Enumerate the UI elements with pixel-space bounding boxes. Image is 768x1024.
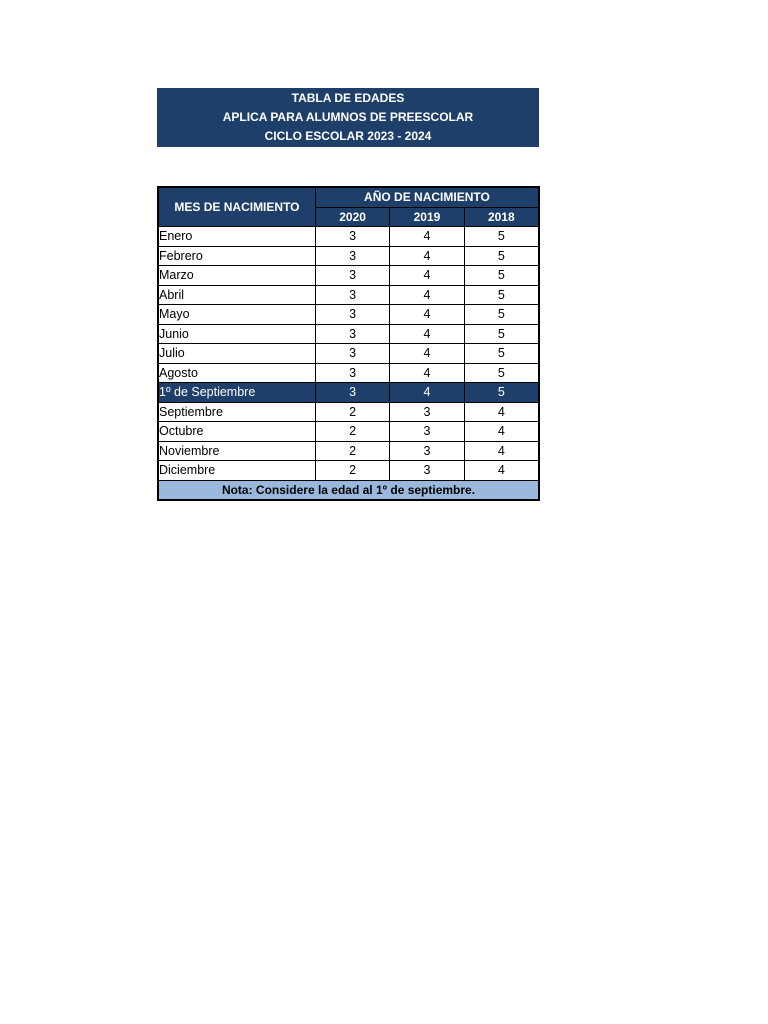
- note-row: [158, 480, 539, 500]
- age-cell: 4: [464, 461, 539, 481]
- age-cell: 2: [315, 461, 389, 481]
- age-cell: 4: [464, 402, 539, 422]
- age-cell: 5: [464, 363, 539, 383]
- month-cell: Abril: [158, 285, 315, 305]
- age-table: [157, 186, 540, 501]
- year-group-header: AÑO DE NACIMIENTO: [315, 187, 539, 207]
- age-cell: 3: [315, 344, 389, 364]
- note-text: Nota: Considere la edad al 1º de septiembre.: [158, 480, 539, 500]
- age-cell: 5: [464, 383, 539, 403]
- age-cell: 3: [315, 305, 389, 325]
- table-row: [158, 227, 539, 247]
- age-cell: 3: [390, 441, 464, 461]
- table-row: [158, 266, 539, 286]
- age-cell: 2: [315, 422, 389, 442]
- month-header: MES DE NACIMIENTO: [158, 187, 315, 227]
- age-cell: 3: [315, 246, 389, 266]
- year-header: 2020: [315, 207, 389, 227]
- age-cell: 4: [390, 344, 464, 364]
- age-cell: 5: [464, 324, 539, 344]
- age-cell: 5: [464, 285, 539, 305]
- table-row: [158, 285, 539, 305]
- month-cell: Diciembre: [158, 461, 315, 481]
- age-cell: 4: [390, 383, 464, 403]
- title-line-3: CICLO ESCOLAR 2023 - 2024: [264, 129, 432, 143]
- age-cell: 3: [315, 227, 389, 247]
- age-cell: 4: [390, 324, 464, 344]
- age-cell: 3: [390, 402, 464, 422]
- month-cell: Noviembre: [158, 441, 315, 461]
- age-cell: 2: [315, 402, 389, 422]
- table-row: [158, 305, 539, 325]
- year-header: 2019: [390, 207, 464, 227]
- age-cell: 5: [464, 344, 539, 364]
- table-row: [158, 324, 539, 344]
- title-line-1: TABLA DE EDADES: [291, 91, 405, 105]
- month-cell: Junio: [158, 324, 315, 344]
- age-cell: 3: [390, 422, 464, 442]
- month-cell: Marzo: [158, 266, 315, 286]
- month-cell: Octubre: [158, 422, 315, 442]
- title-banner: [157, 88, 539, 147]
- table-row-highlighted: [158, 383, 539, 403]
- age-cell: 4: [464, 441, 539, 461]
- age-cell: 3: [315, 383, 389, 403]
- month-cell: Mayo: [158, 305, 315, 325]
- age-cell: 5: [464, 305, 539, 325]
- age-cell: 3: [315, 285, 389, 305]
- age-cell: 4: [390, 266, 464, 286]
- age-cell: 5: [464, 227, 539, 247]
- age-cell: 4: [390, 227, 464, 247]
- age-cell: 3: [390, 461, 464, 481]
- title-line-2: APLICA PARA ALUMNOS DE PREESCOLAR: [222, 110, 474, 124]
- age-cell: 3: [315, 266, 389, 286]
- month-cell: Enero: [158, 227, 315, 247]
- year-header: 2018: [464, 207, 539, 227]
- age-cell: 4: [390, 305, 464, 325]
- table-row: [158, 461, 539, 481]
- age-cell: 5: [464, 266, 539, 286]
- age-cell: 5: [464, 246, 539, 266]
- table-row: [158, 246, 539, 266]
- age-cell: 4: [390, 285, 464, 305]
- table-row: [158, 344, 539, 364]
- month-cell: 1º de Septiembre: [158, 383, 315, 403]
- table-row: [158, 441, 539, 461]
- age-cell: 4: [464, 422, 539, 442]
- month-cell: Julio: [158, 344, 315, 364]
- age-cell: 3: [315, 363, 389, 383]
- age-cell: 2: [315, 441, 389, 461]
- table-row: [158, 363, 539, 383]
- age-cell: 4: [390, 246, 464, 266]
- month-cell: Febrero: [158, 246, 315, 266]
- month-cell: Septiembre: [158, 402, 315, 422]
- age-cell: 3: [315, 324, 389, 344]
- table-row: [158, 422, 539, 442]
- month-cell: Agosto: [158, 363, 315, 383]
- table-row: [158, 402, 539, 422]
- age-cell: 4: [390, 363, 464, 383]
